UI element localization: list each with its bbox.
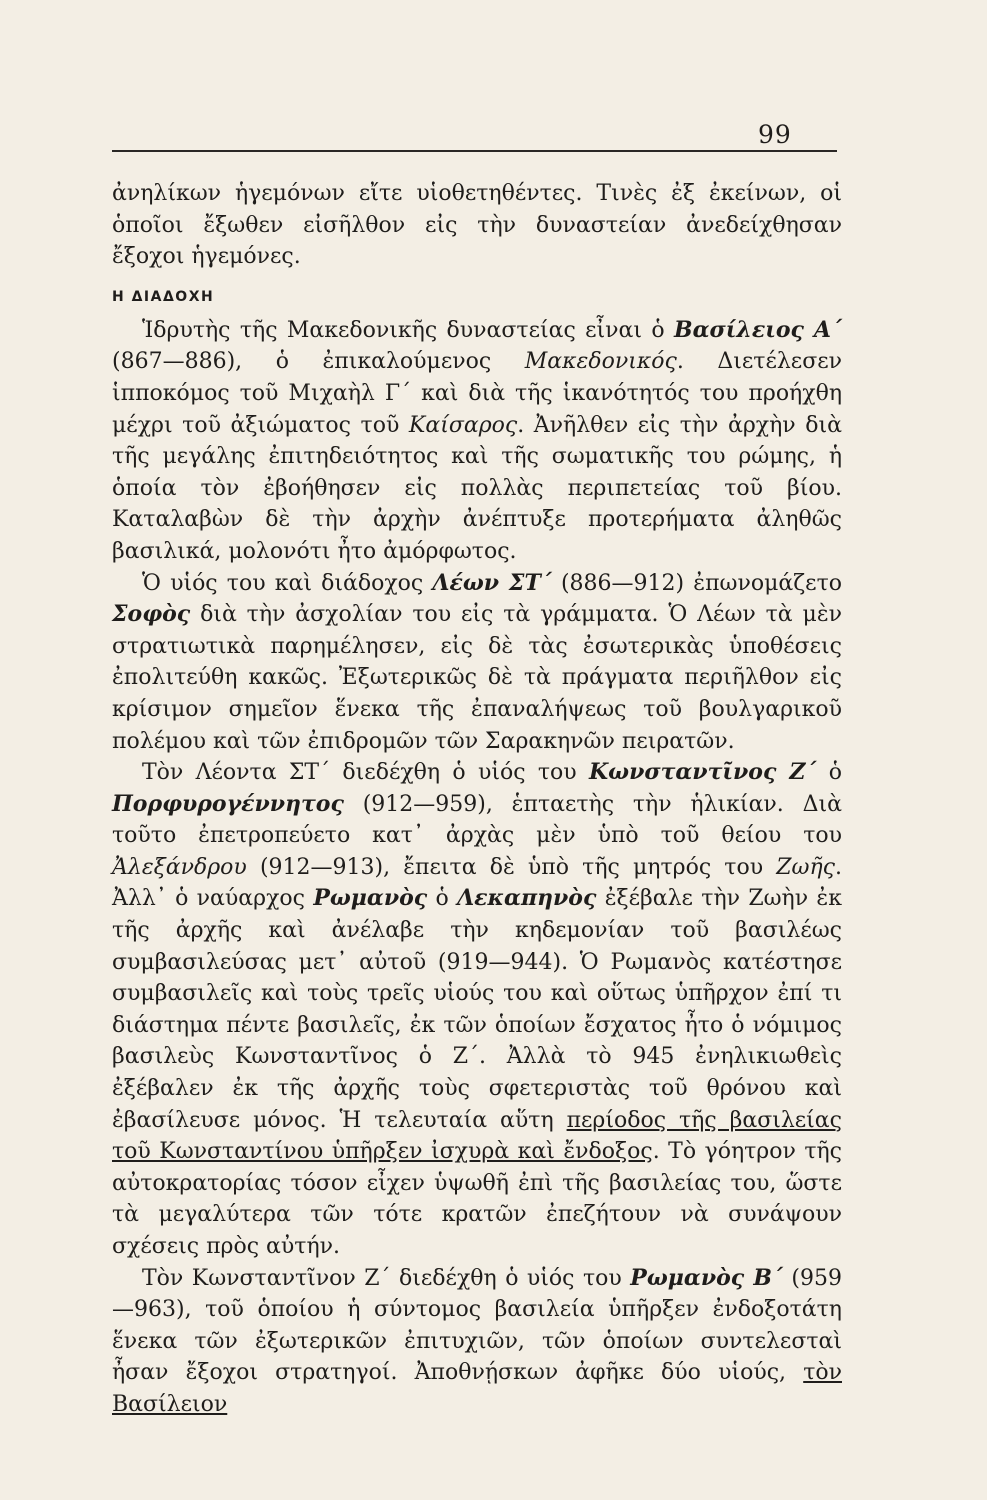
paragraph-text: ἀνηλίκων ἡγεμόνων εἴτε υἱοθετηθέντες. Τινὲς ἐξ ἐκείνων, οἱ ὁποῖοι ἔξωθεν εἰσῆλθον εἰς τὴν δυναστείαν ἀνεδείχθησαν ἔξοχοι ἡγεμόνες. xyxy=(112,181,842,270)
emperor-name: Ρωμανὸς Β΄ xyxy=(630,1264,783,1291)
paragraph-continuation xyxy=(112,178,842,273)
epithet: Πορφυρογέννητος xyxy=(112,790,344,817)
header-rule xyxy=(112,150,837,152)
epithet: Μακεδονικός xyxy=(524,349,677,375)
text-run: . Διετέλεσεν ἱπποκόμος τοῦ Μιχαὴλ Γ΄ καὶ διὰ τῆς ἱκανότητός του προήχθη μέχρι τοῦ ἀξιώματος τοῦ xyxy=(112,349,842,438)
section-heading: Η ΔΙΑΔΟΧΗ xyxy=(112,288,215,305)
text-run: ἐξέβαλε τὴν Ζωὴν ἐκ τῆς ἀρχῆς καὶ ἀνέλαβε τὴν κηδεμονίαν τοῦ βασιλέως συμβασιλεύσας μετ᾽ αὐτοῦ (919—944). Ὁ Ρωμανὸς κατέστησε συμβασιλεῖς καὶ τοὺς τρεῖς υἱούς του καὶ οὕτως ὑπῆρχον ἐπί τι διάστημα πέντε βασιλεῖς, ἐκ τῶν ὁποίων ἔσχατος ἦτο ὁ νόμιμος βασιλεὺς Κωνσταντῖνος ὁ Ζ΄. Ἀλλὰ τὸ 945 ἐνηλικιωθεὶς ἐξέβαλεν ἐκ τῆς ἀρχῆς τοὺς σφετεριστὰς τοῦ θρόνου καὶ ἐβασίλευσε μόνος. Ἡ τελευταία αὕτη xyxy=(112,886,842,1133)
text-run: . Ἀνῆλθεν εἰς τὴν ἀρχὴν διὰ τῆς μεγάλης ἐπιτηδειότητος καὶ τῆς σωματικῆς του ρώμης, ἡ ὁποία τὸν ἐβοήθησεν εἰς πολλὰς περιπετείας τοῦ βίου. Καταλαβὼν δὲ τὴν ἀρχὴν ἀνέπτυξε προτερήματα ἀληθῶς βασιλικά, μολονότι ἦτο ἀμόρφωτος. xyxy=(112,412,842,564)
paragraph-basil xyxy=(112,315,842,568)
paragraph-romanos xyxy=(112,1263,842,1421)
text-run: (886—912) ἐπωνομάζετο xyxy=(551,570,842,596)
emperor-name: Λέων ΣΤ΄ xyxy=(432,569,552,596)
text-run: (912—913), ἔπειτα δὲ ὑπὸ τῆς μητρός του xyxy=(246,854,777,880)
text-run: ὁ xyxy=(427,886,458,912)
person-name: Ζωῆς xyxy=(776,854,835,880)
person-name: Λεκαπηνὸς xyxy=(457,885,597,912)
text-run: Τὸν Κωνσταντῖνον Ζ΄ διεδέχθη ὁ υἱός του xyxy=(142,1265,631,1291)
text-run: Ὁ υἱός του καὶ διάδοχος xyxy=(142,570,433,596)
paragraph-leo xyxy=(112,568,842,758)
text-run: (912—959), ἑπταετὴς τὴν ἡλικίαν. Διὰ τοῦτο ἐπετροπεύετο κατ᾽ ἀρχὰς μὲν ὑπὸ τοῦ θείου του xyxy=(112,791,842,849)
person-name: Ἀλεξάνδρου xyxy=(112,854,247,880)
paragraph-constantine xyxy=(112,757,842,1263)
underlined-passage: τὸν Βασίλειον xyxy=(112,1360,842,1417)
page-body xyxy=(112,178,842,1421)
emperor-name: Κωνσταντῖνος Ζ΄ xyxy=(589,759,817,786)
text-run: . Τὸ γόητρον τῆς αὐτοκρατορίας τόσον εἶχεν ὑψωθῆ ἐπὶ τῆς βασιλείας του, ὥστε τὰ μεγαλύτερα τῶν τότε κρατῶν ἐπεζήτουν νὰ συνάψουν σχέσεις πρὸς αὐτήν. xyxy=(112,1139,842,1259)
underlined-passage: περίοδος τῆς βασιλείας τοῦ Κωνσταντίνου ὑπῆρξεν ἰσχυρὰ καὶ ἔνδοξος xyxy=(112,1107,842,1165)
person-name: Ρωμανὸς xyxy=(313,885,428,912)
text-run: διὰ τὴν ἀσχολίαν του εἰς τὰ γράμματα. Ὁ Λέων τὰ μὲν στρατιωτικὰ παρημέλησεν, εἰς δὲ τὰς ἐσωτερικὰς ὑποθέσεις ἐπολιτεύθη κακῶς. Ἐξωτερικῶς δὲ τὰ πράγματα περιῆλθον εἰς κρίσιμον σημεῖον ἕνεκα τῆς ἐπαναλήψεως τοῦ βουλγαρικοῦ πολέμου καὶ τῶν ἐπιδρομῶν τῶν Σαρακηνῶν πειρατῶν. xyxy=(112,602,842,754)
text-run: Ἱδρυτὴς τῆς Μακεδονικῆς δυναστείας εἶναι ὁ xyxy=(142,317,674,343)
text-run: (959—963), τοῦ ὁποίου ἡ σύντομος βασιλεία ὑπῆρξεν ἐνδοξοτάτη ἕνεκα τῶν ἐξωτερικῶν ἐπιτυχιῶν, τῶν ὁποίων συντελεσταὶ ἦσαν ἔξοχοι στρατηγοί. Ἀποθνῄσκων ἀφῆκε δύο υἱούς, xyxy=(112,1265,842,1386)
page-number: 99 xyxy=(758,120,792,149)
text-run: ὁ xyxy=(816,760,842,786)
emperor-name: Βασίλειος Α΄ xyxy=(674,316,843,343)
title-term: Καίσαρος xyxy=(408,412,518,438)
text-run: . Ἀλλ᾽ ὁ ναύαρχος xyxy=(112,854,842,912)
epithet: Σοφὸς xyxy=(112,601,191,628)
text-run: (867—886), ὁ ἐπικαλούμενος xyxy=(112,349,525,375)
text-run: Τὸν Λέοντα ΣΤ΄ διεδέχθη ὁ υἱός του xyxy=(142,760,590,786)
